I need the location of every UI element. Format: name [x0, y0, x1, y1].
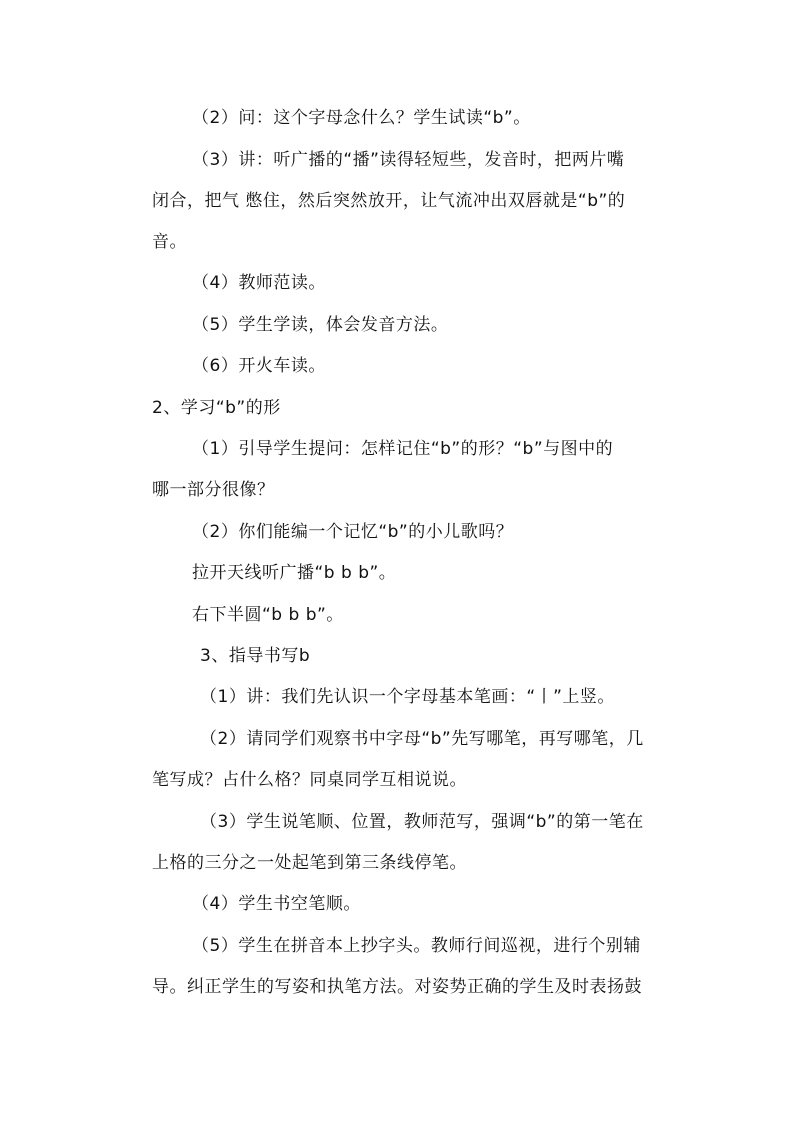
rhyme-line: 拉开天线听广播“b b b”。: [192, 563, 397, 583]
text-line: （2）请同学们观察书中字母“b”先写哪笔，再写哪笔，几: [200, 729, 644, 749]
rhyme-line: 右下半圆“b b b”。: [192, 605, 344, 625]
text-line: （5）学生在拼音本上抄字头。教师行间巡视，进行个别辅: [192, 936, 641, 956]
text-line: 音。: [152, 232, 187, 252]
text-line: （3）讲：听广播的“播”读得轻短些，发音时，把两片嘴: [192, 150, 625, 170]
text-line: 笔写成？占什么格？同桌同学互相说说。: [152, 770, 467, 790]
section-heading: 3、指导书写b: [200, 646, 311, 666]
text-line: 导。纠正学生的写姿和执笔方法。对姿势正确的学生及时表扬鼓: [152, 977, 642, 997]
text-line: 上格的三分之一处起笔到第三条线停笔。: [152, 853, 467, 873]
text-line: （2）你们能编一个记忆“b”的小儿歌吗？: [192, 522, 514, 542]
text-line: 闭合，把气 憋住，然后突然放开，让气流冲出双唇就是“b”的: [152, 191, 626, 211]
section-heading: 2、学习“b”的形: [152, 398, 281, 418]
text-line: （1）讲：我们先认识一个字母基本笔画：“丨”上竖。: [200, 687, 615, 707]
text-line: （4）学生书空笔顺。: [192, 894, 361, 914]
text-line: （4）教师范读。: [192, 273, 326, 293]
text-line: （1）引导学生提问：怎样记住“b”的形？“b”与图中的: [192, 439, 614, 459]
text-line: （6）开火车读。: [192, 356, 326, 376]
text-line: （5）学生学读，体会发音方法。: [192, 315, 449, 335]
text-line: （3）学生说笔顺、位置，教师范写，强调“b”的第一笔在: [200, 812, 644, 832]
text-line: 哪一部分很像？: [152, 480, 275, 500]
text-line: （2）问：这个字母念什么？学生试读“b”。: [192, 108, 531, 128]
